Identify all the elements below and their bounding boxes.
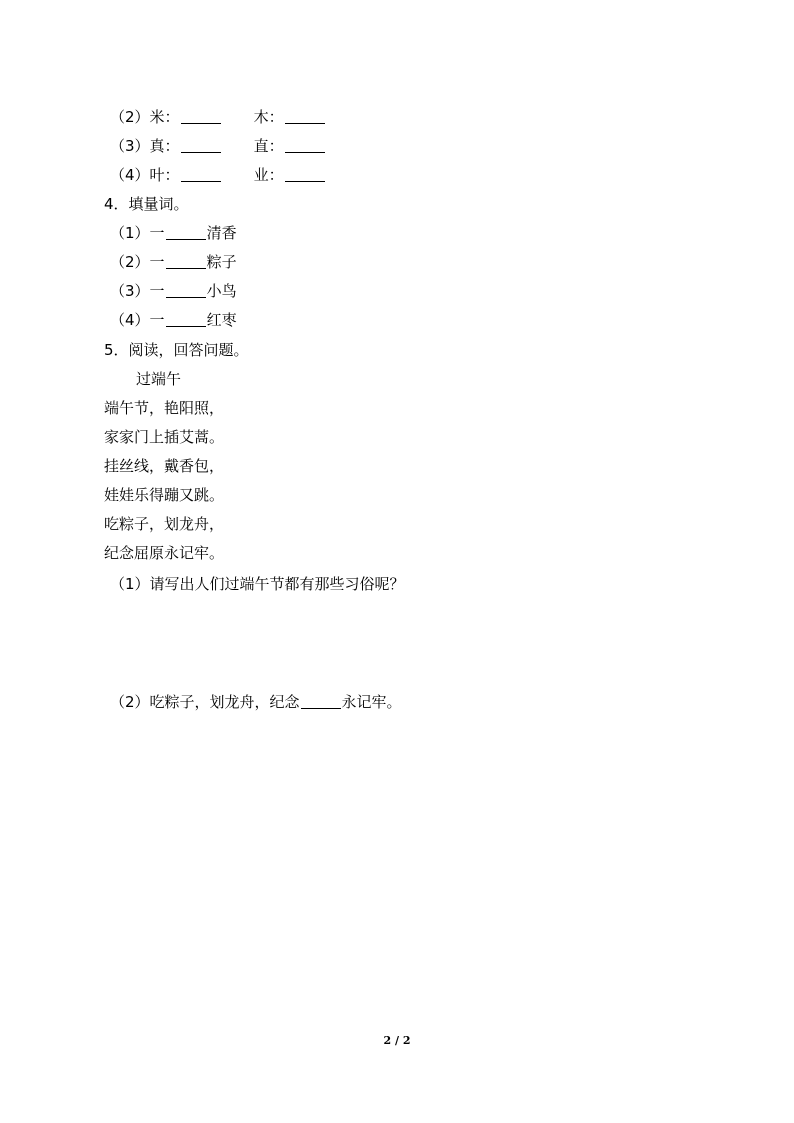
poem-line: 娃娃乐得蹦又跳。 (104, 486, 225, 504)
item-number: （4） (110, 311, 150, 329)
answer-blank[interactable] (166, 252, 206, 269)
char-label: 直： (253, 137, 284, 155)
answer-blank[interactable] (301, 692, 341, 709)
answer-blank[interactable] (166, 223, 206, 240)
item-number: （3） (110, 137, 150, 155)
char-label: 木： (253, 108, 284, 126)
answer-blank[interactable] (285, 165, 325, 182)
answer-blank[interactable] (166, 281, 206, 298)
question-4-title: 4．填量词。 (104, 195, 189, 213)
poem-line: 家家门上插艾蒿。 (104, 428, 225, 446)
poem-line: 端午节，艳阳照， (104, 399, 225, 417)
answer-blank[interactable] (285, 136, 325, 153)
char-label: 真： (149, 137, 180, 155)
page-number: 2 / 2 (383, 1034, 411, 1047)
poem-line: 吃粽子，划龙舟， (104, 515, 225, 533)
item-prefix: 一 (149, 253, 165, 271)
answer-blank[interactable] (181, 165, 221, 182)
item-number: （2） (110, 108, 150, 126)
item-noun: 清香 (206, 224, 237, 242)
pair-row-2 (110, 105, 326, 129)
pair-row-4 (110, 163, 326, 187)
char-label: 叶： (149, 166, 180, 184)
answer-blank[interactable] (166, 310, 206, 327)
item-noun: 粽子 (206, 253, 237, 271)
item-number: （2） (110, 253, 150, 271)
poem-line: 挂丝线，戴香包， (104, 457, 225, 475)
char-label: 米： (149, 108, 180, 126)
measure-word-item (110, 221, 237, 245)
answer-blank[interactable] (181, 136, 221, 153)
item-prefix: 一 (149, 282, 165, 300)
pair-row-3 (110, 134, 326, 158)
item-noun: 小鸟 (206, 282, 237, 300)
item-noun: 红枣 (206, 311, 237, 329)
sub-question-1: （1）请写出人们过端午节都有那些习俗呢？ (110, 575, 405, 593)
item-prefix: 一 (149, 311, 165, 329)
item-number: （1） (110, 224, 150, 242)
item-number: （3） (110, 282, 150, 300)
poem-title: 过端午 (136, 370, 182, 388)
sub-question-2-tail: 永记牢。 (341, 693, 402, 711)
sub-question-2-text: （2）吃粽子，划龙舟，纪念 (110, 693, 300, 711)
answer-blank[interactable] (285, 107, 325, 124)
char-label: 业： (253, 166, 284, 184)
item-number: （4） (110, 166, 150, 184)
question-5-title: 5．阅读，回答问题。 (104, 341, 249, 359)
answer-blank[interactable] (181, 107, 221, 124)
poem-line: 纪念屈原永记牢。 (104, 544, 225, 562)
measure-word-item (110, 279, 237, 303)
measure-word-item (110, 250, 237, 274)
sub-question-2 (110, 690, 402, 714)
measure-word-item (110, 308, 237, 332)
item-prefix: 一 (149, 224, 165, 242)
